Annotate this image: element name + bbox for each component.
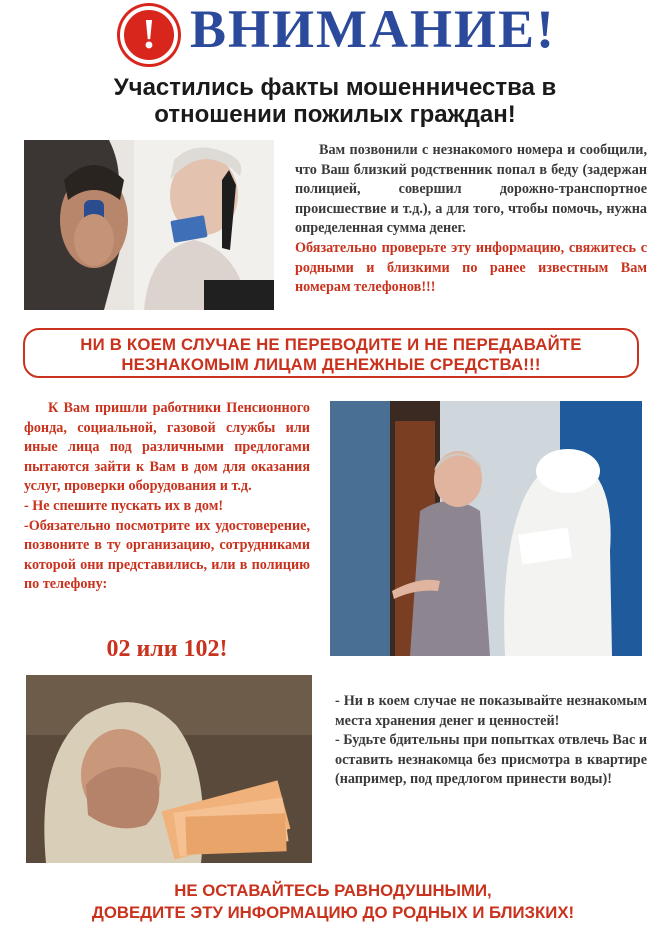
page-title: ВНИМАНИЕ! bbox=[190, 0, 556, 59]
warning-box bbox=[23, 335, 639, 375]
visitors-item-2: -Обязательно посмотрите их удостоверение, позвоните в ту организацию, сотрудниками которой они представились, или в полицию по телефону: bbox=[24, 517, 310, 593]
footer-line-2: ДОВЕДИТЕ ЭТУ ИНФОРМАЦИЮ ДО РОДНЫХ И БЛИЗКИХ! bbox=[91, 903, 575, 922]
page-subtitle bbox=[40, 74, 630, 128]
photo-phone-call bbox=[24, 140, 274, 310]
section-valuables bbox=[335, 692, 647, 790]
visitors-item-1: - Не спешите пускать их в дом! bbox=[24, 497, 224, 514]
subtitle-line-1: Участились факты мошенничества в bbox=[113, 74, 557, 101]
section-phone-scam bbox=[295, 141, 647, 298]
section-visitors bbox=[24, 399, 310, 595]
photo-money-loss bbox=[26, 675, 312, 863]
subtitle-line-2: отношении пожилых граждан! bbox=[154, 101, 516, 128]
footer-line-1: НЕ ОСТАВАЙТЕСЬ РАВНОДУШНЫМИ, bbox=[174, 881, 492, 900]
valuables-item-2: - Будьте бдительны при попытках отвлечь Вас и оставить незнакомца без присмотра в квартире (например, под предлогом принести воды)! bbox=[335, 732, 647, 788]
police-phone-number: 02 или 102! bbox=[106, 636, 228, 662]
warning-line-2: НЕЗНАКОМЫМ ЛИЦАМ ДЕНЕЖНЫЕ СРЕДСТВА!!! bbox=[121, 355, 541, 374]
valuables-item-1: - Ни в коем случае не показывайте незнакомым места хранения денег и ценностей! bbox=[335, 693, 647, 729]
footer-call-to-action bbox=[10, 880, 656, 924]
visitors-text: К Вам пришли работники Пенсионного фонда, социальной, газовой службы или иные лица под различными предлогами пытаются зайти к Вам в дом для оказания услуг, проверки оборудования и т.д. bbox=[24, 400, 310, 495]
photo-door-visitor bbox=[330, 401, 642, 656]
phone-scam-text: Вам позвонили с незнакомого номера и сообщили, что Ваш близкий родственник попал в беду (задержан полицией, совершил дорожно-транспортное происшествие и т.д.), а для того, чтобы помочь, нужна определенная сумма денег. bbox=[295, 142, 647, 237]
phone-scam-warning: Обязательно проверьте эту информацию, свяжитесь с родными и близкими по ранее известным Вам номерам телефонов!!! bbox=[295, 239, 647, 296]
alert-icon: ! bbox=[120, 6, 178, 64]
warning-line-1: НИ В КОЕМ СЛУЧАЕ НЕ ПЕРЕВОДИТЕ И НЕ ПЕРЕДАВАЙТЕ bbox=[80, 335, 582, 354]
